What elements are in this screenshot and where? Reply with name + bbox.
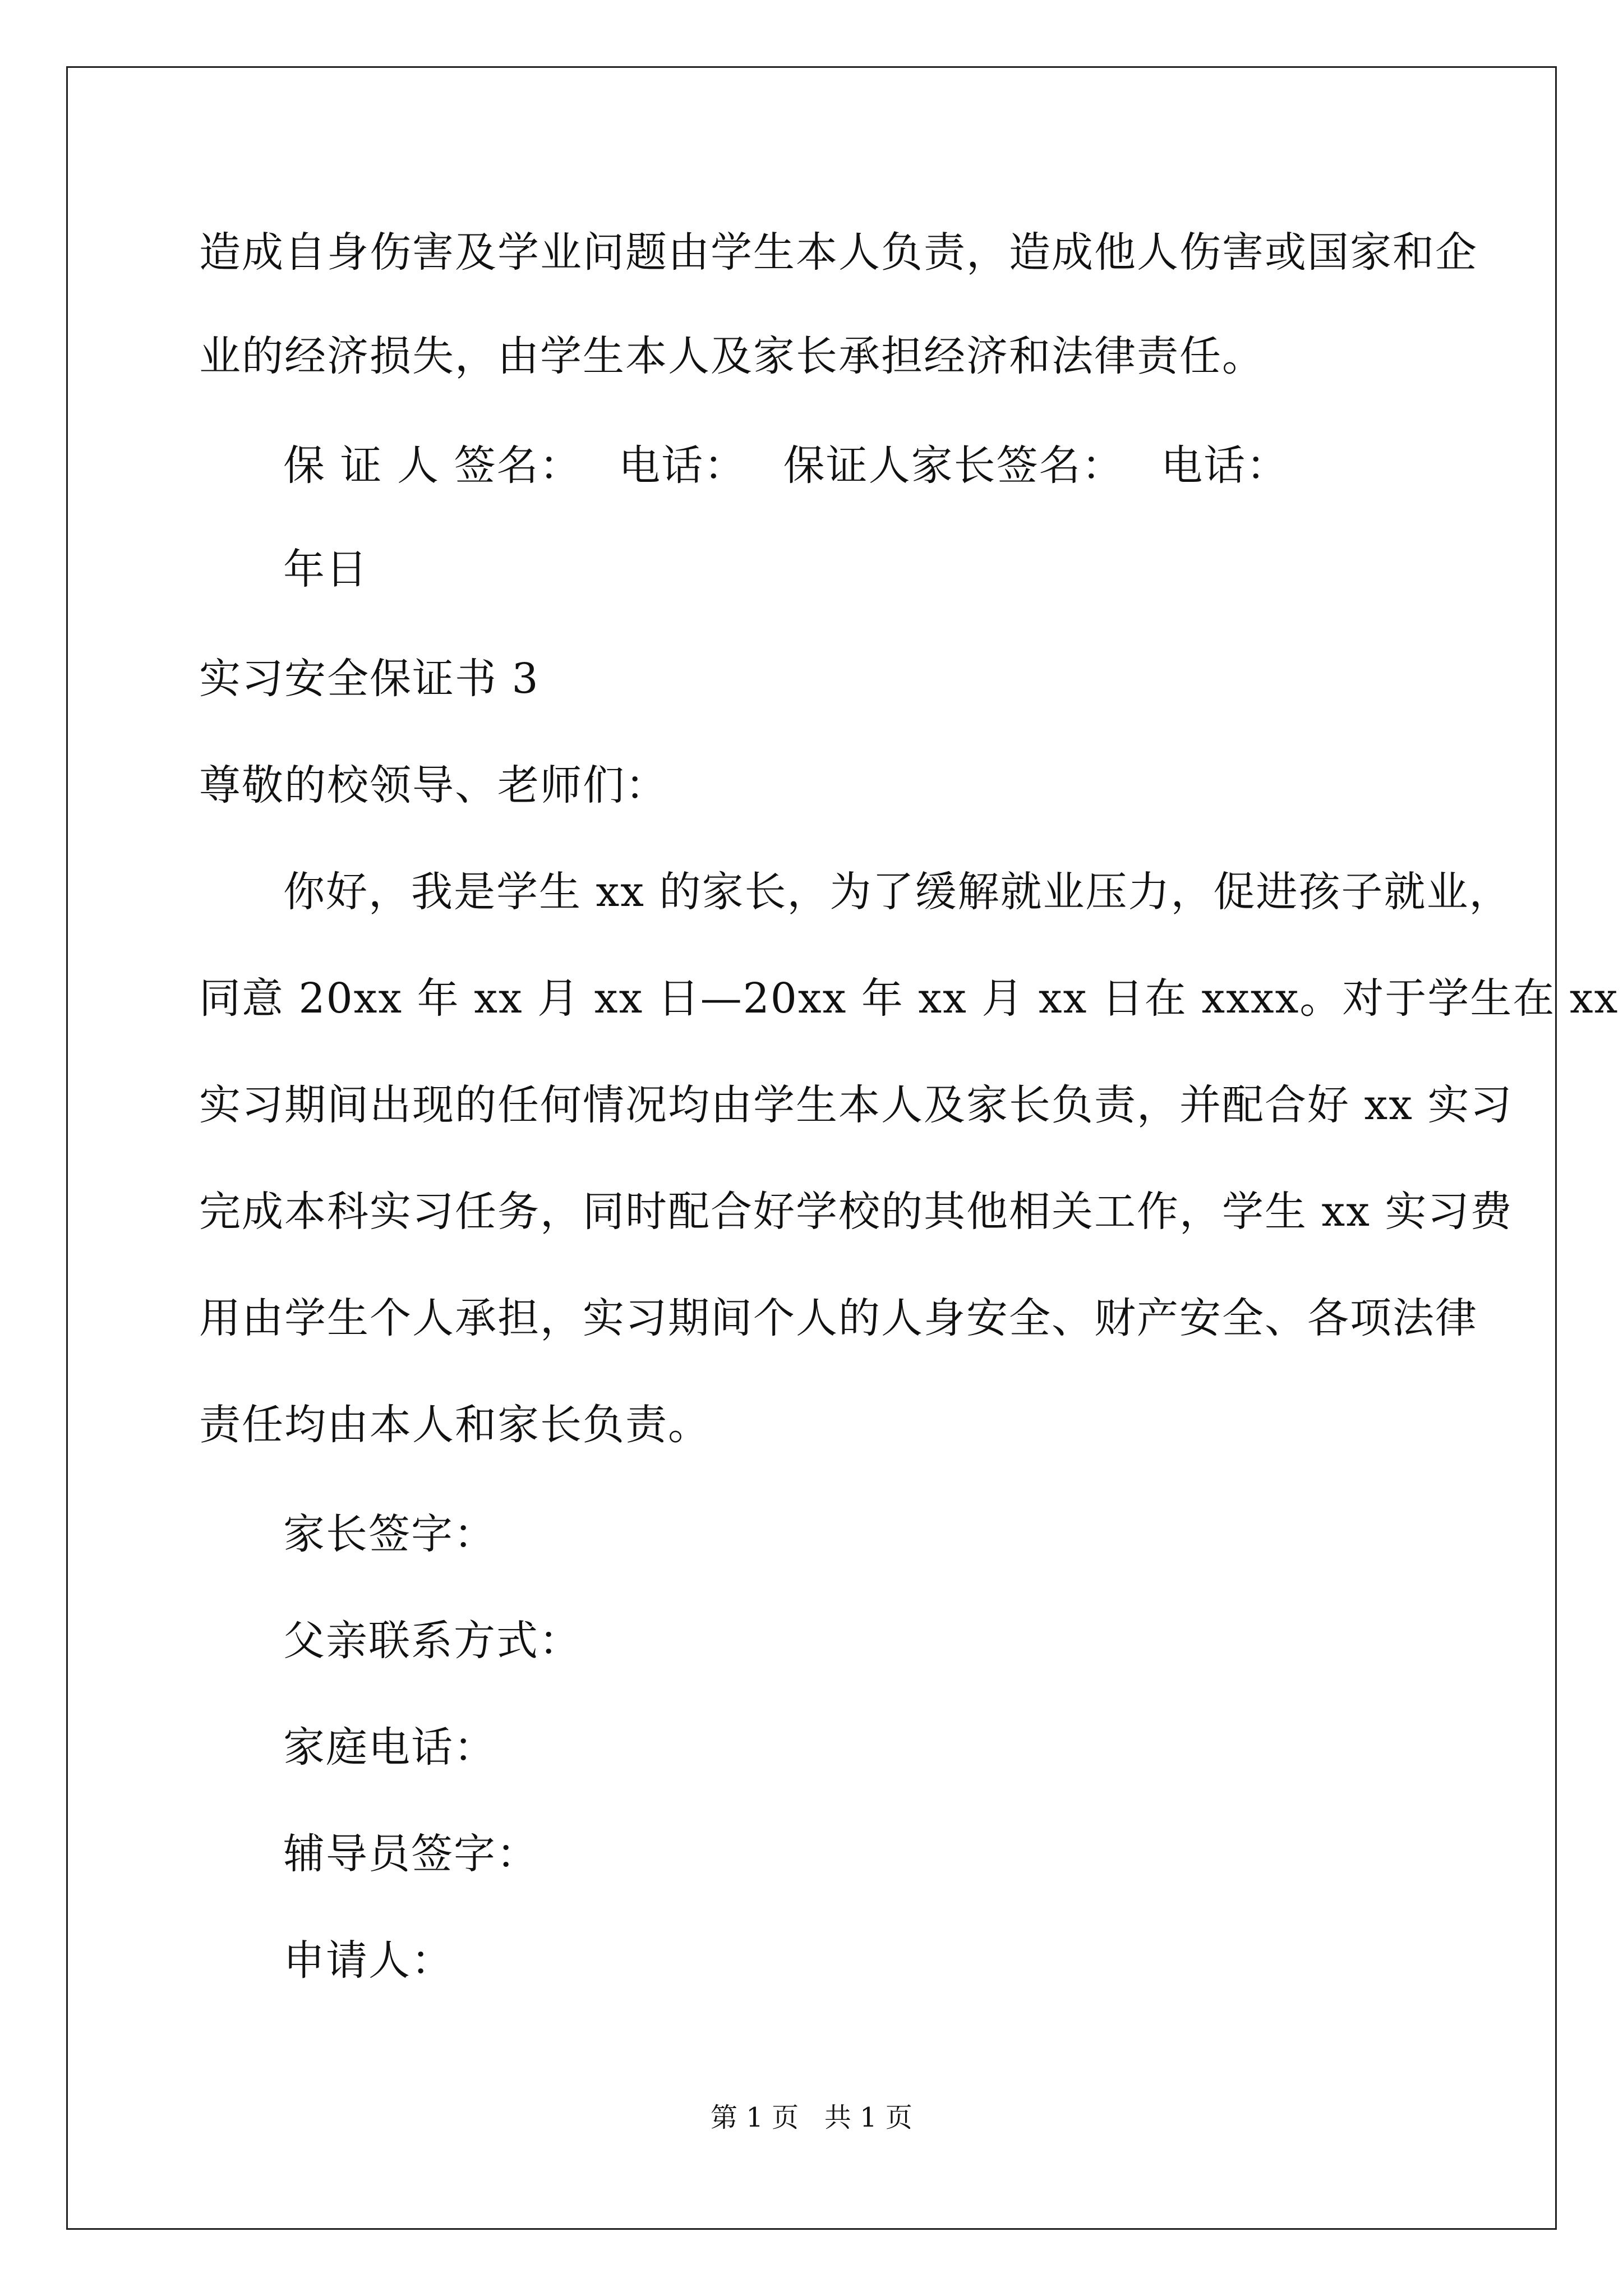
page-border [66, 66, 1557, 2230]
paragraph-line-2: 业的经济损失，由学生本人及家长承担经济和法律责任。 [199, 332, 1265, 380]
guarantor-phone-label: 电话： [619, 441, 747, 490]
field-father-contact: 父亲联系方式： [283, 1617, 582, 1665]
field-counselor-signature: 辅导员签字： [283, 1830, 539, 1878]
field-home-phone: 家庭电话： [283, 1723, 496, 1772]
section-title: 实习安全保证书 3 [199, 655, 540, 703]
paragraph-line-1: 造成自身伤害及学业问题由学生本人负责，造成他人伤害或国家和企 [199, 228, 1478, 277]
guarantor-signature-label: 保 证 人 签名： [283, 441, 582, 490]
body-line-5: 用由学生个人承担，实习期间个人的人身安全、财产安全、各项法律 [199, 1294, 1478, 1342]
parent-phone-label: 电话： [1161, 441, 1289, 490]
body-line-4: 完成本科实习任务，同时配合好学校的其他相关工作，学生 xx 实习费 [199, 1188, 1513, 1236]
body-line-2: 同意 20xx 年 xx 月 xx 日—20xx 年 xx 月 xx 日在 xxxx。对于学生在 xx [199, 974, 1619, 1023]
body-line-3: 实习期间出现的任何情况均由学生本人及家长负责，并配合好 xx 实习 [199, 1081, 1513, 1129]
field-applicant: 申请人： [283, 1936, 454, 1985]
page-footer: 第 1 页 共 1 页 [711, 2102, 912, 2133]
field-parent-signature: 家长签字： [283, 1510, 496, 1558]
body-line-6: 责任均由本人和家长负责。 [199, 1401, 711, 1449]
parent-signature-label: 保证人家长签名： [783, 441, 1124, 490]
date-line: 年日 [283, 545, 368, 593]
signature-row [283, 440, 1289, 491]
salutation: 尊敬的校领导、老师们： [199, 761, 668, 809]
body-line-1: 你好，我是学生 xx 的家长，为了缓解就业压力，促进孩子就业， [283, 868, 1512, 916]
